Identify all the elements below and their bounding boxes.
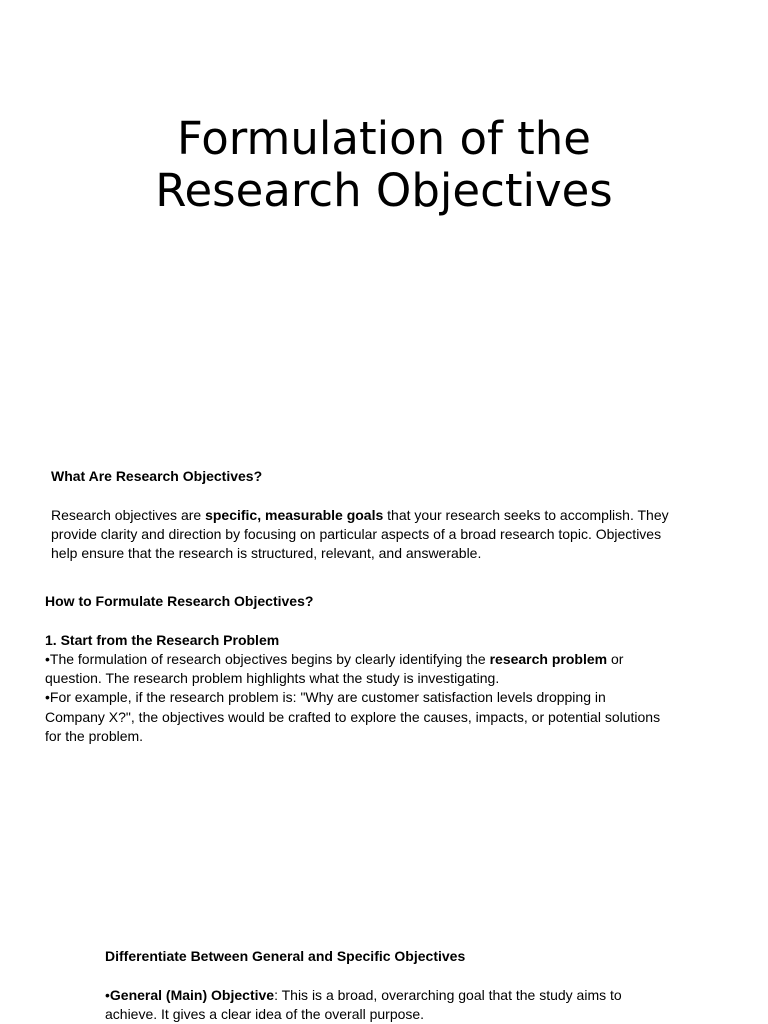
paragraph-line: [51, 506, 711, 525]
bullet-line: question. The research problem highlights what the study is investigating.: [45, 670, 500, 687]
section-heading: Differentiate Between General and Specific Objectives: [105, 948, 466, 964]
spacer: [45, 611, 715, 630]
emphasis-text: research problem: [489, 650, 608, 667]
bullet-line: •For example, if the research problem is: "Why are customer satisfaction levels dropping in: [45, 689, 606, 706]
bullet-marker: •: [105, 986, 110, 1003]
section-general-vs-specific: [105, 947, 705, 1024]
bullet-text: : This is a broad, overarching goal that the study aims to: [274, 986, 622, 1003]
spacer: [105, 966, 705, 985]
bullet-line: achieve. It gives a clear idea of the overall purpose.: [105, 1005, 425, 1022]
bullet-line: Company X?", the objectives would be crafted to explore the causes, impacts, or potential solutions: [45, 708, 661, 725]
section-heading: What Are Research Objectives?: [51, 468, 263, 484]
spacer: [51, 486, 711, 505]
emphasis-text: General (Main) Objective: [109, 986, 275, 1003]
section-how-to-formulate: [45, 592, 715, 746]
paragraph-text: Research objectives are: [51, 506, 206, 523]
bullet-line: [45, 650, 715, 669]
emphasis-text: specific, measurable goals: [205, 506, 384, 523]
bullet-text: •The formulation of research objectives begins by clearly identifying the: [45, 650, 490, 667]
paragraph-text: that your research seeks to accomplish. They: [383, 506, 669, 523]
paragraph-line: help ensure that the research is structured, relevant, and answerable.: [51, 545, 482, 562]
section-heading: How to Formulate Research Objectives?: [45, 593, 314, 609]
bullet-line: for the problem.: [45, 728, 144, 745]
page-title: [0, 113, 768, 217]
section-what-are-objectives: [51, 467, 711, 563]
title-line-1: Formulation of the: [177, 112, 591, 165]
paragraph-line: provide clarity and direction by focusing on particular aspects of a broad research topic. Objectives: [51, 525, 662, 542]
bullet-line: [105, 986, 705, 1005]
bullet-text: or: [607, 650, 624, 667]
title-line-2: Research Objectives: [155, 164, 613, 217]
step-heading: 1. Start from the Research Problem: [45, 631, 280, 648]
